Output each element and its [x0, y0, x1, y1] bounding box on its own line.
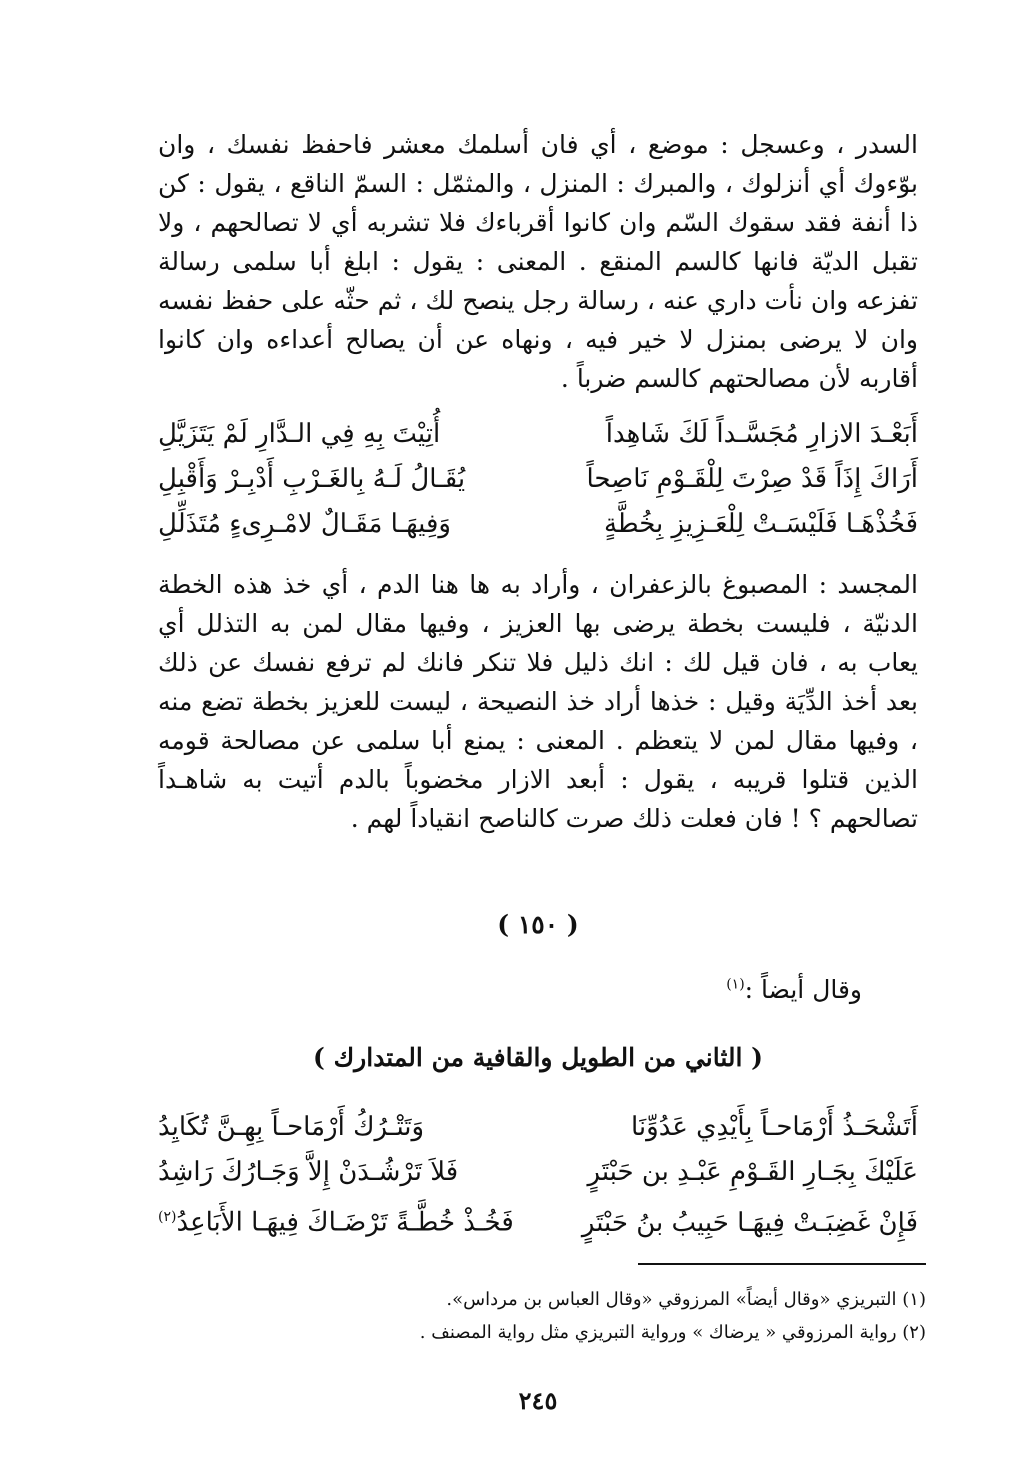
page-number: ٢٤٥ [518, 1386, 558, 1415]
footnote-1 [166, 1285, 926, 1315]
verse-line [158, 412, 918, 457]
verse-first-hemistich: أَبَعْـدَ الازارِ مُجَسَّـداً لَكَ شَاهِداً [605, 419, 918, 449]
meter-heading: ( الثاني من الطويل والقافية من المتدارك ) [313, 1043, 763, 1072]
verse-first-hemistich: أَتَشْحَـذُ أَرْمَاحـاً بِأَيْدِي عَدُوِّنَا [630, 1112, 918, 1142]
verse-first-hemistich: فَخُذْهَـا فَلَيْسَـتْ لِلْعَـزِيزِ بِخُطَّةٍ [603, 509, 918, 539]
poem-intro-text: وقال أيضاً : [744, 975, 862, 1004]
footnote-number: (١) [902, 1289, 926, 1310]
verse-line [158, 1105, 918, 1150]
verse-line [158, 1150, 918, 1195]
commentary-paragraph-2: المجسد : المصبوغ بالزعفران ، وأراد به ها هنا الدم ، أي خذ هذه الخطة الدنيّة ، فليست بخطة يرضى بها العزيز ، وفيها مقال لمن به التذلل أي يعاب به ، فان قيل لك : انك ذليل فلا تنكر فانك لم ترفع نفسك عن ذلك بعد أخذ الدِّيَة وقيل : خذها أراد خذ النصيحة ، ليست للعزيز بخطة تضع منه ، وفيها مقال لمن لا يتعظم . المعنى : يمنع أبا سلمى عن مصالحة قومه الذين قتلوا قريبه ، يقول : أبعد الازار مخضوباً بالدم أتيت به شاهـداً تصالحهم ؟ ! فان فعلت ذلك صرت كالناصح انقياداً لهم . [158, 570, 918, 833]
footnote-ref: (١) [726, 976, 745, 993]
verse-first-hemistich: عَلَيْكَ بِجَـارِ القَـوْمِ عَبْـدِ بن حَبْتَرٍ [587, 1157, 918, 1187]
footnote-number: (٢) [902, 1322, 926, 1343]
verse-first-hemistich: أَرَاكَ إِذَاً قَدْ صِرْتَ لِلْقَـوْمِ نَاصِحاً [586, 464, 918, 494]
commentary-paragraph-1: السدر ، وعسجل : موضع ، أي فان أسلمك معشر فاحفظ نفسك ، وان بوّءوك أي أنزلوك ، والمبرك : المنزل ، والمثمّل : السمّ الناقع ، يقول : كن ذا أنفة فقد سقوك السّم وان كانوا أقرباءك فلا تشربه أي لا تصالحهم ، ولا تقبل الديّة فانها كالسم المنقع . المعنى : يقول : ابلغ أبا سلمى رسالة تفزعه وان نأت داري عنه ، رسالة رجل ينصح لك ، ثم حثّه على حفظ نفسه وان لا يرضى بمنزل لا خير فيه ، ونهاه عن أن يصالح أعداءه وان كانوا أقاربه لأن مصالحتهم كالسم ضرباً . [158, 130, 918, 393]
verse-second-hemistich: وَتَتْـرُكُ أَرْمَاحـاً بِهِـنَّ تُكَايِدُ [158, 1112, 425, 1142]
footnote-divider [638, 1263, 926, 1265]
verse-second-hemistich: وَفِيهَـا مَقَـالٌ لامْـرِىءٍ مُتَذَلِّلِ [158, 509, 451, 539]
verse-line [158, 457, 918, 502]
verse-first-hemistich: فَإِنْ غَضِبَـتْ فِيهَـا حَبِيبُ بنُ حَبْتَرٍ [581, 1207, 918, 1238]
footnote-ref: (٢) [158, 1209, 177, 1225]
verse-second-hemistich: يُقَـالُ لَـهُ بِالغَـرْبِ أَدْبِـرْ وَأَقْبِلِ [158, 464, 466, 494]
poem-number: ( ١٥٠ ) [497, 910, 579, 939]
verse-second-hemistich: فَلاَ تَرْشُـدَنْ إِلاَّ وَجَـارُكَ رَاشِدُ [158, 1157, 459, 1187]
poem-intro [726, 975, 862, 1004]
poem-2 [158, 1105, 918, 1240]
footnote-text: رواية المرزوقي « يرضاك » ورواية التبريزي مثل رواية المصنف . [419, 1322, 897, 1343]
verse-line [158, 502, 918, 547]
footnote-2 [166, 1318, 926, 1348]
verse-text: فَخُـذْ خُطَّـةً تَرْضَـاكَ فِيهَـا الأَبَاعِدُ [176, 1207, 514, 1238]
footnote-text: التبريزي «وقال أيضاً» المرزوقي «وقال العباس بن مرداس». [446, 1289, 897, 1310]
verse-second-hemistich: أُتِيْتَ بِهِ فِي الـدَّارِ لَمْ يَتَزَيَّلِ [158, 419, 441, 449]
verse-line [158, 1195, 918, 1240]
verse-second-hemistich [158, 1195, 530, 1246]
poem-1 [158, 412, 918, 547]
